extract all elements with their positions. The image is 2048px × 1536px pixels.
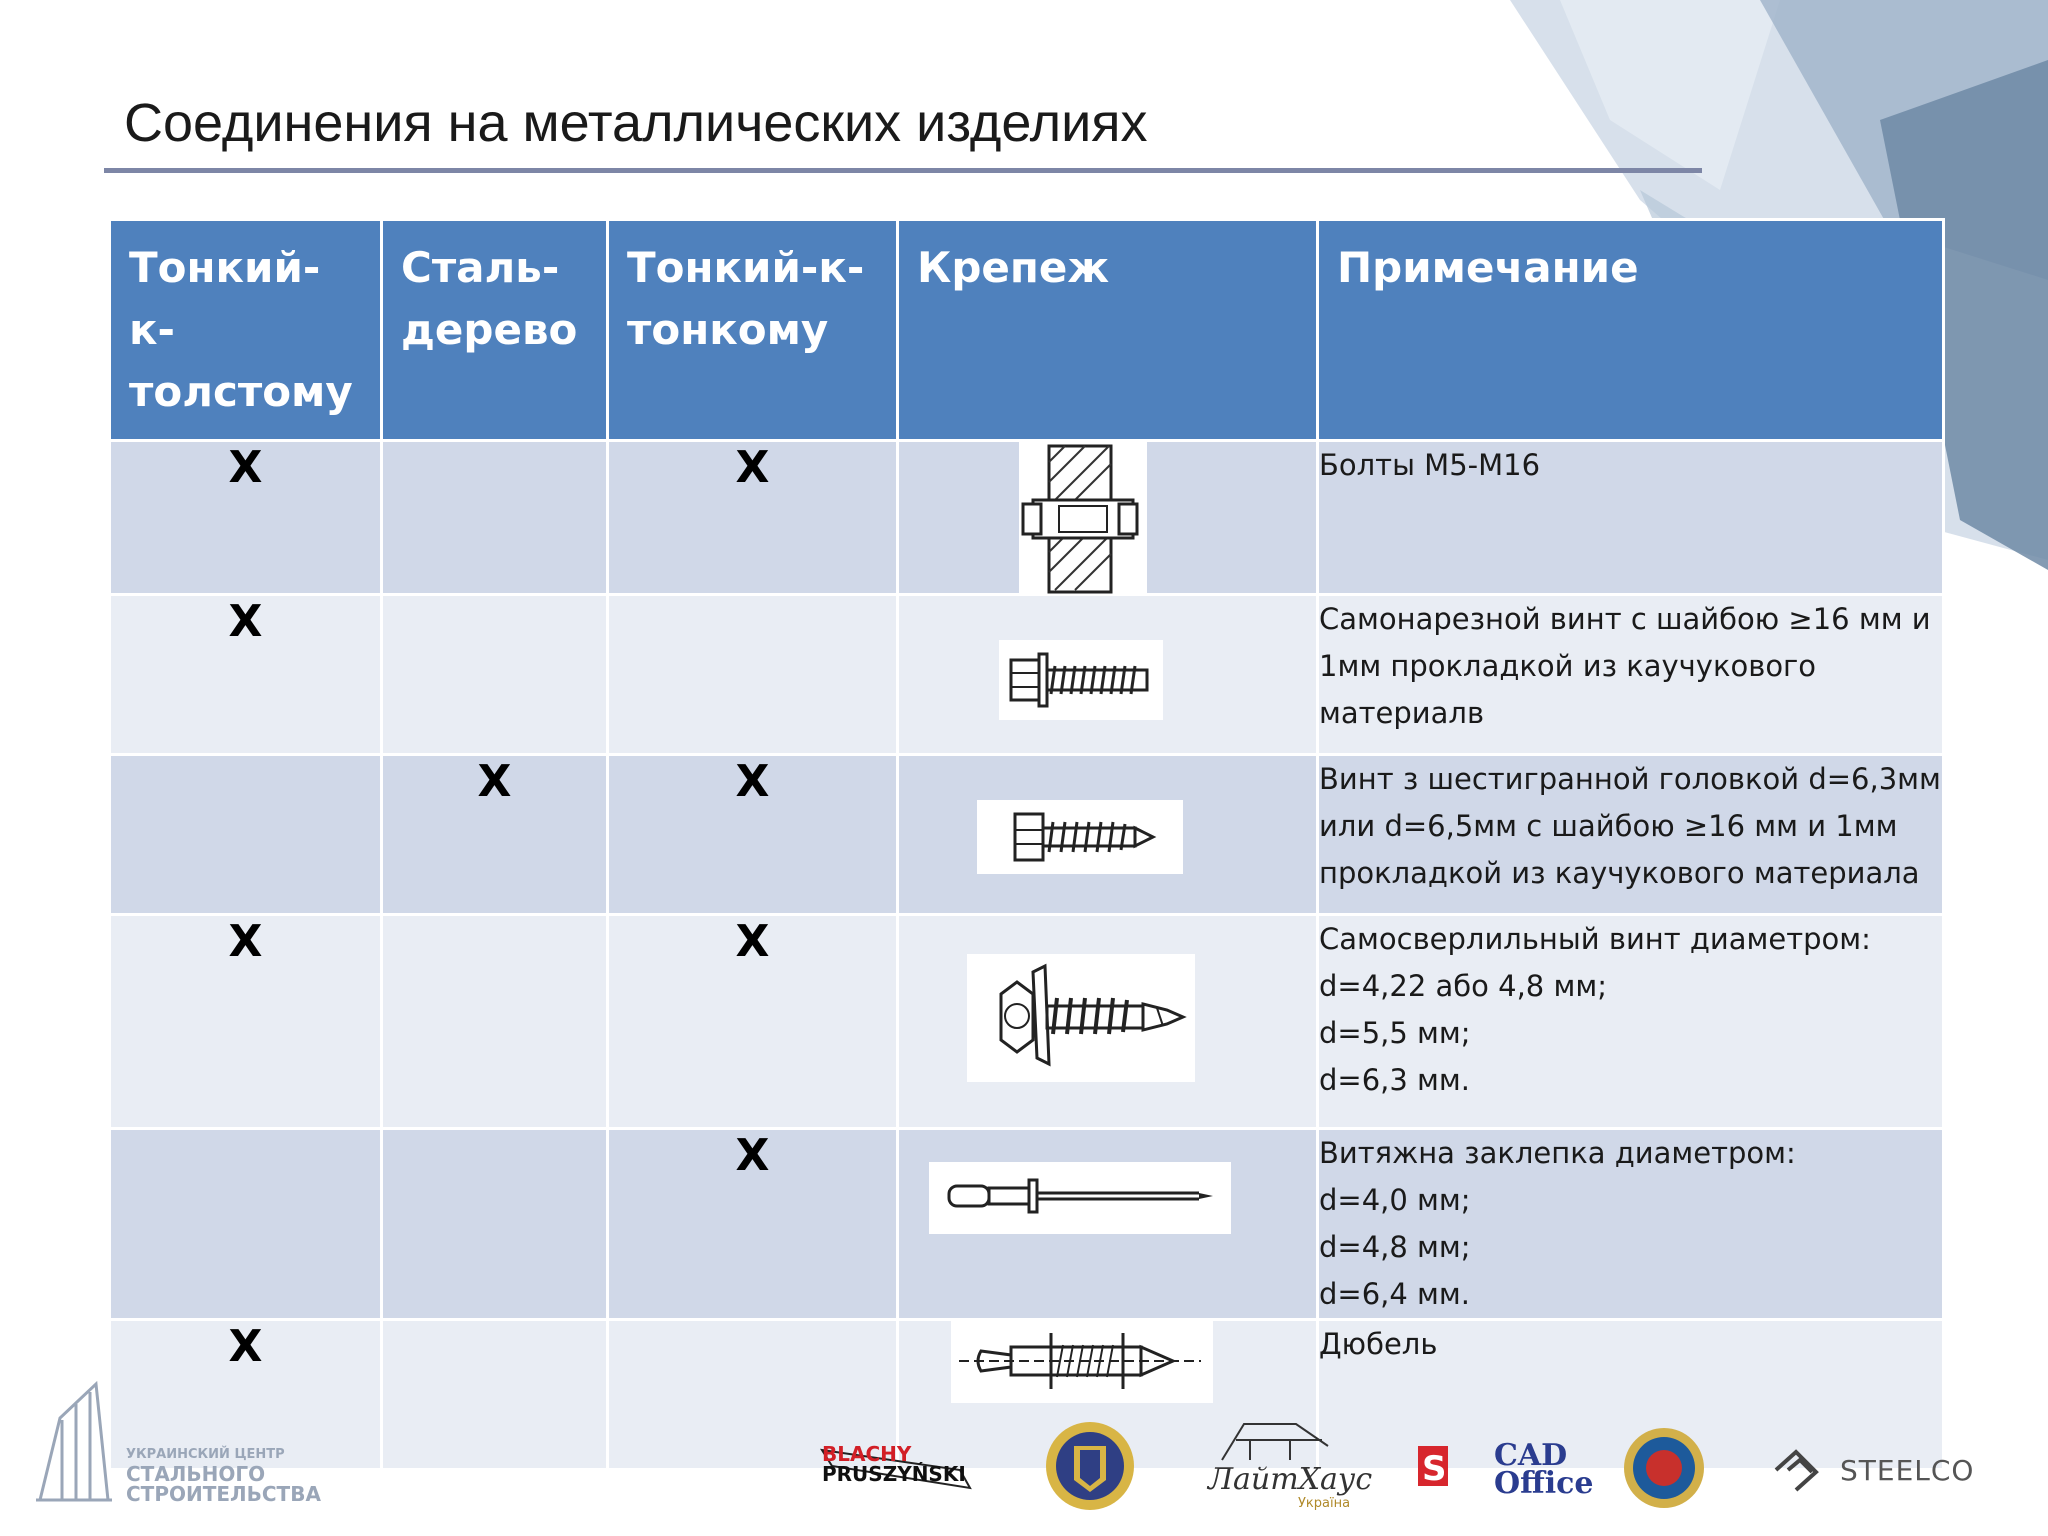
cell-thin-to-thin	[608, 595, 898, 755]
title-underline	[104, 168, 1702, 173]
academy-crest-icon	[1046, 1422, 1134, 1510]
cell-thin-to-thick: X	[110, 595, 382, 755]
cell-steel-wood	[382, 1129, 608, 1320]
laithaus-subtitle: Україна	[1298, 1496, 1351, 1511]
cell-fastener	[898, 595, 1318, 755]
header-fastener: Крепеж	[898, 220, 1318, 441]
header-thin-to-thick: Тонкий-к- толстому	[110, 220, 382, 441]
laithaus-logo-text: ЛайтХаус	[1208, 1462, 1373, 1497]
cell-fastener	[898, 1129, 1318, 1320]
header-steel-wood: Сталь- дерево	[382, 220, 608, 441]
cell-note: Болты М5-М16	[1318, 441, 1944, 595]
blind-rivet-image	[929, 1162, 1231, 1234]
hex-head-screw-image	[977, 800, 1183, 874]
cad-office-text: CAD Office	[1494, 1438, 1594, 1501]
cell-thin-to-thin: X	[608, 1129, 898, 1320]
table-row	[110, 915, 1944, 1129]
table-row	[110, 755, 1944, 915]
cell-steel-wood	[382, 915, 608, 1129]
cell-fastener	[898, 441, 1318, 595]
header-thin-to-thin: Тонкий-к- тонкому	[608, 220, 898, 441]
cell-note: Витяжна заклепка диаметром: d=4,0 мм; d=4,8 мм; d=6,4 мм.	[1318, 1129, 1944, 1320]
university-seal-icon	[1624, 1428, 1704, 1508]
cell-note: Дюбель	[1318, 1320, 1944, 1470]
cell-thin-to-thick: X	[110, 441, 382, 595]
cell-steel-wood	[382, 441, 608, 595]
laithaus-house-icon	[1222, 1424, 1328, 1460]
table-header-row	[110, 220, 1944, 441]
blachy-pruszynski-text: BLACHY PRUSZYŃSKI	[822, 1442, 966, 1486]
cell-thin-to-thick	[110, 755, 382, 915]
cell-note: Самонарезной винт с шайбою ≥16 мм и 1мм прокладкой из каучукового материалв	[1318, 595, 1944, 755]
cell-note: Винт з шестигранной головкой d=6,3мм или d=6,5мм с шайбою ≥16 мм и 1мм прокладкой из каучукового материала	[1318, 755, 1944, 915]
steelco-logo-icon	[1776, 1452, 1816, 1490]
table-row	[110, 441, 1944, 595]
svg-text:S: S	[1422, 1449, 1447, 1489]
cell-steel-wood	[382, 595, 608, 755]
cell-thin-to-thick: X	[110, 915, 382, 1129]
header-note: Примечание	[1318, 220, 1944, 441]
cell-steel-wood: X	[382, 755, 608, 915]
cell-thin-to-thin: X	[608, 755, 898, 915]
cell-thin-to-thick: X	[110, 1320, 382, 1470]
cad-office-logo-icon	[1418, 1446, 1448, 1489]
slide-title: Соединения на металлических изделиях	[124, 93, 1148, 153]
table-row	[110, 595, 1944, 755]
steelco-logo-text: STEELCO	[1840, 1454, 1975, 1487]
table-row	[110, 1129, 1944, 1320]
cell-thin-to-thin: X	[608, 441, 898, 595]
ucss-logo-text: УКРАИНСКИЙ ЦЕНТР СТАЛЬНОГО СТРОИТЕЛЬСТВА	[126, 1447, 321, 1506]
self-tapping-screw-washer-image	[999, 640, 1163, 720]
ucss-building-icon	[36, 1384, 112, 1500]
cell-thin-to-thin: X	[608, 915, 898, 1129]
cell-fastener	[898, 915, 1318, 1129]
cell-note: Самосверлильный винт диаметром: d=4,22 або 4,8 мм; d=5,5 мм; d=6,3 мм.	[1318, 915, 1944, 1129]
fasteners-table	[108, 218, 1945, 1471]
cell-fastener	[898, 755, 1318, 915]
cell-thin-to-thick	[110, 1129, 382, 1320]
bolt-image	[1019, 442, 1147, 596]
self-drilling-screw-image	[967, 954, 1195, 1082]
